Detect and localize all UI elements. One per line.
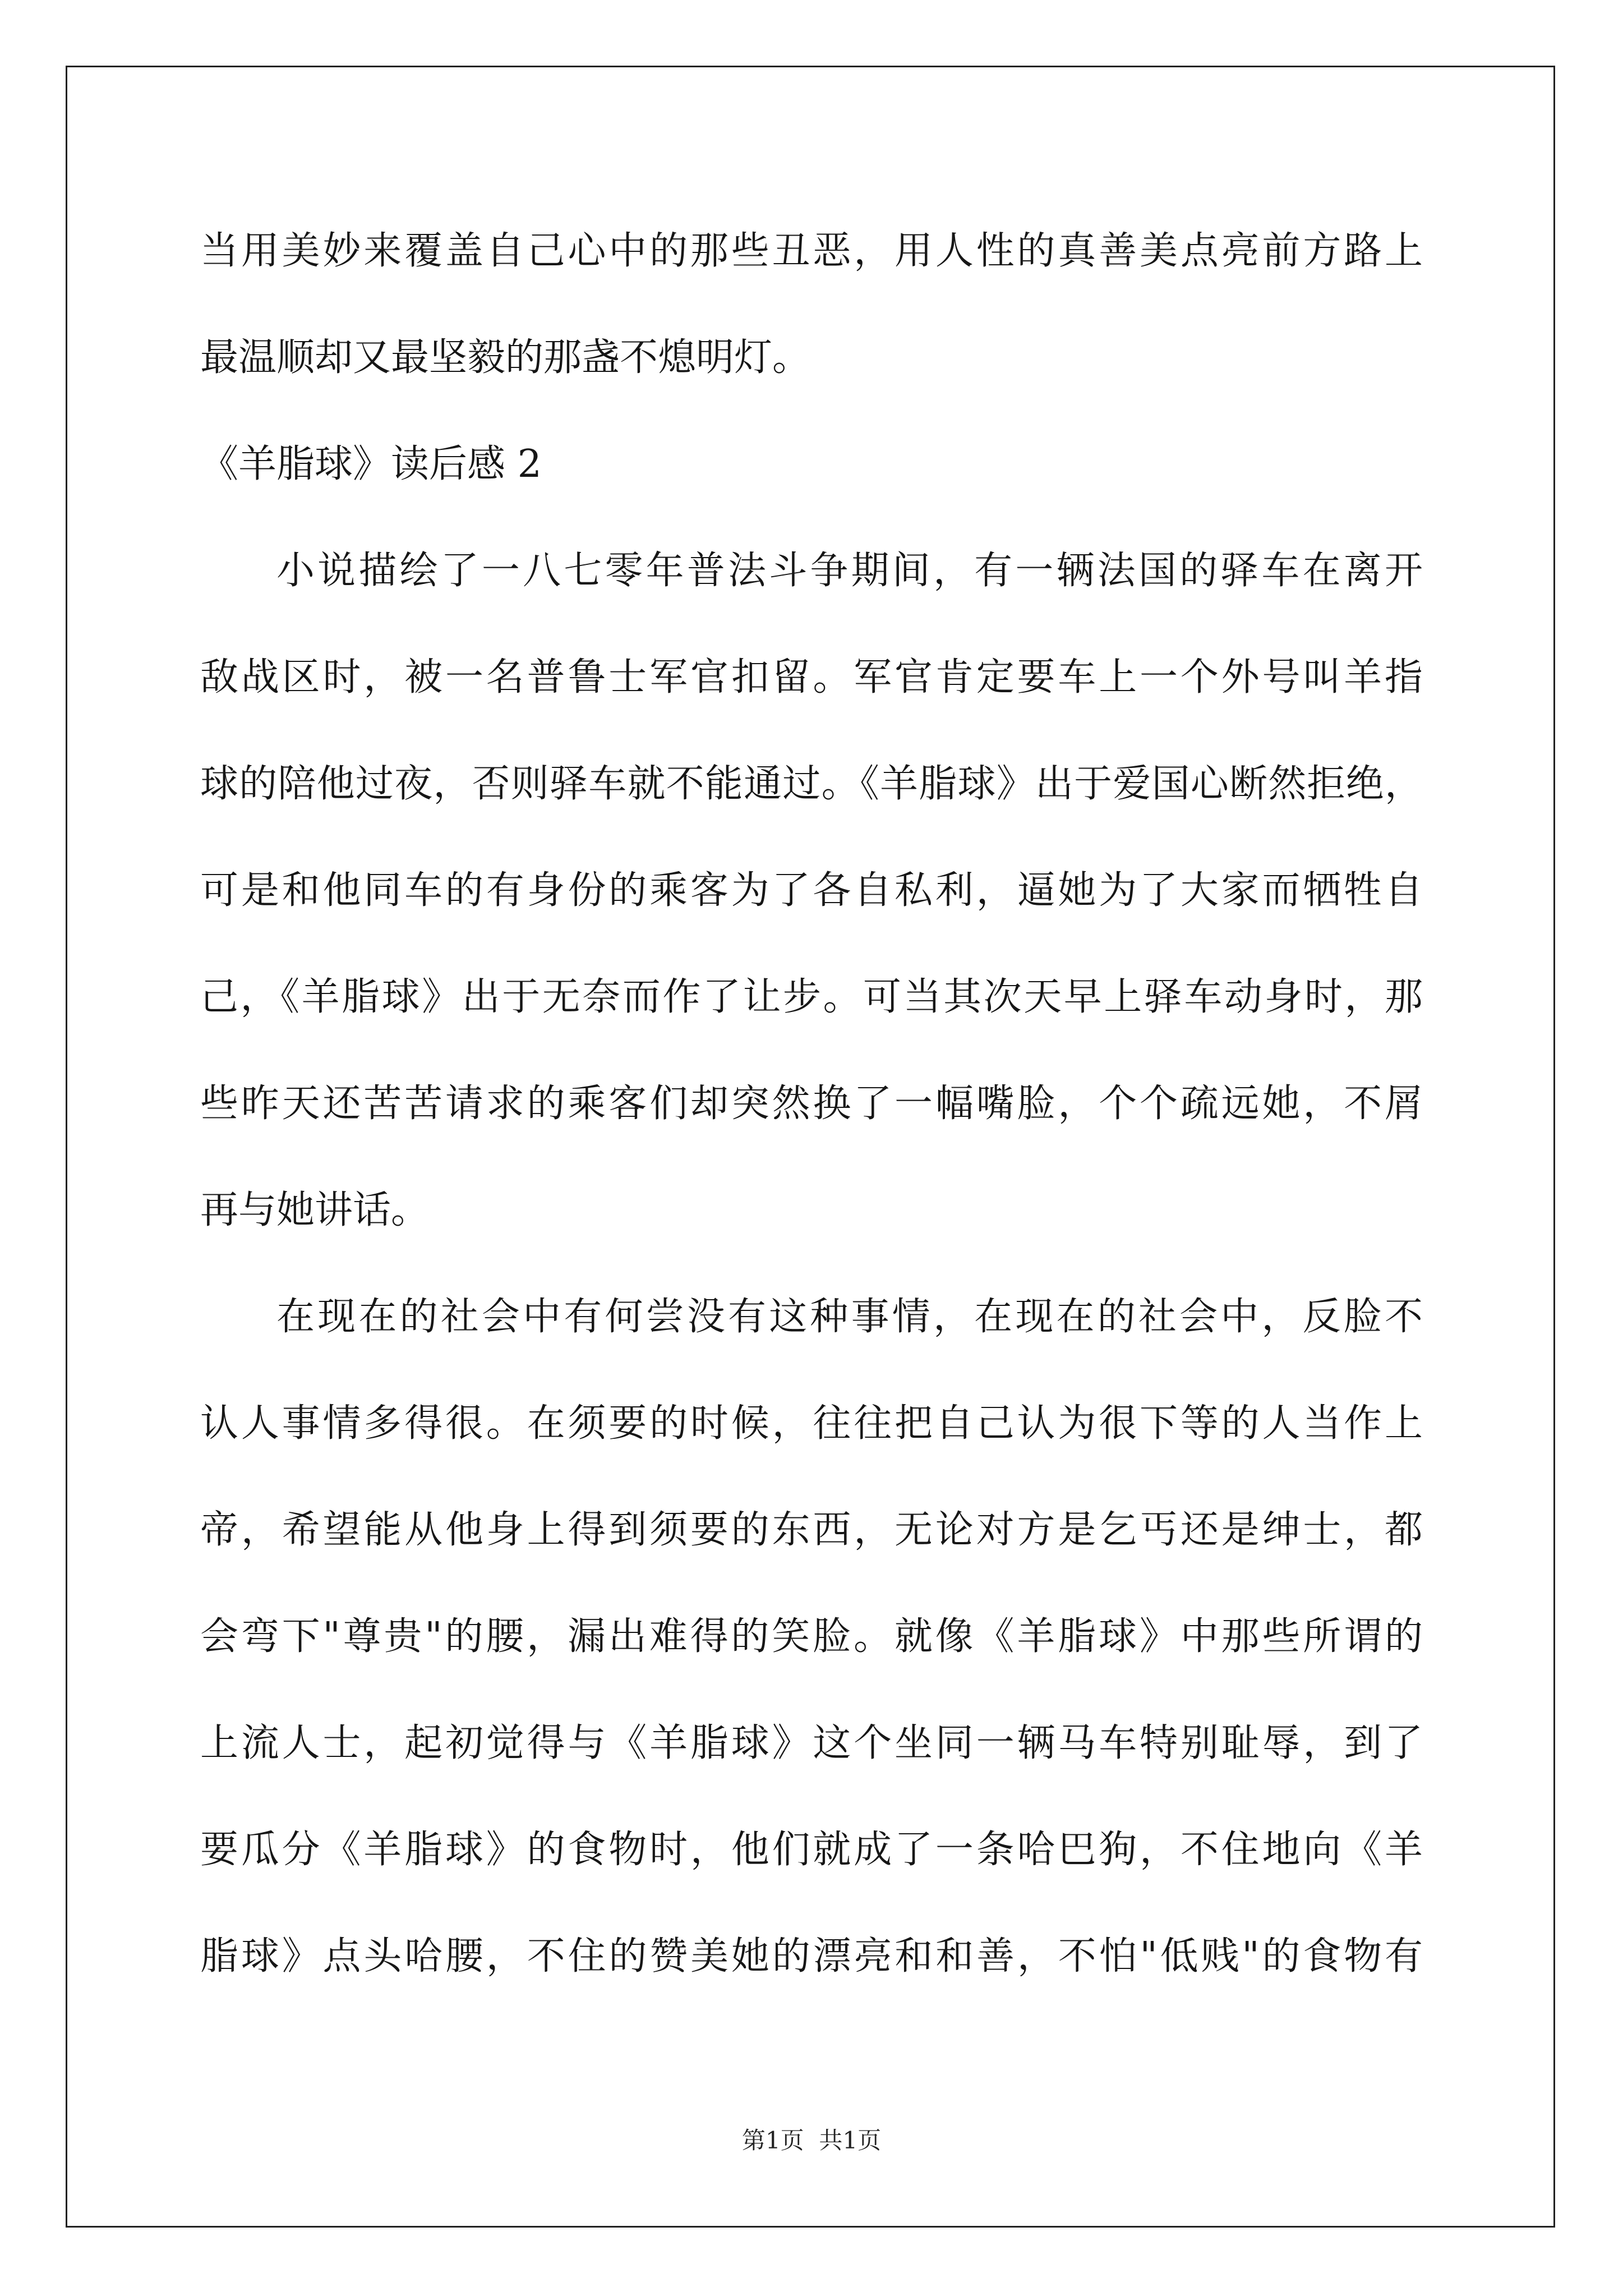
body-line: 敌战区时，被一名普鲁士军官扣留。军官肯定要车上一个外号叫羊指 bbox=[200, 655, 1423, 700]
document-body bbox=[200, 198, 1423, 2010]
body-line: 认人事情多得很。在须要的时候，往往把自己认为很下等的人当作上 bbox=[200, 1401, 1423, 1446]
body-line: 最温顺却又最坚毅的那盏不熄明灯。 bbox=[200, 335, 811, 380]
paragraph-first-line: 小说描绘了一八七零年普法斗争期间，有一辆法国的驿车在离开 bbox=[276, 549, 1423, 593]
page-number-footer: 第1页 共1页 bbox=[741, 2127, 882, 2154]
body-line: 再与她讲话。 bbox=[200, 1188, 430, 1232]
body-line: 些昨天还苦苦请求的乘客们却突然换了一幅嘴脸，个个疏远她，不屑 bbox=[200, 1082, 1423, 1126]
body-line: 球的陪他过夜，否则驿车就不能通过。《羊脂球》出于爱国心断然拒绝， bbox=[200, 762, 1423, 806]
body-line: 己，《羊脂球》出于无奈而作了让步。可当其次天早上驿车动身时，那 bbox=[200, 975, 1423, 1019]
body-line: 可是和他同车的有身份的乘客为了各自私利，逼她为了大家而牺牲自 bbox=[200, 868, 1423, 913]
body-line: 要瓜分《羊脂球》的食物时，他们就成了一条哈巴狗，不住地向《羊 bbox=[200, 1828, 1423, 1872]
body-line: 当用美妙来覆盖自己心中的那些丑恶，用人性的真善美点亮前方路上 bbox=[200, 229, 1423, 273]
paragraph-first-line: 在现在的社会中有何尝没有这种事情，在现在的社会中，反脸不 bbox=[276, 1295, 1423, 1339]
body-line: 帝，希望能从他身上得到须要的东西，无论对方是乞丐还是绅士，都 bbox=[200, 1508, 1423, 1552]
section-heading: 《羊脂球》读后感 2 bbox=[200, 442, 542, 486]
body-line: 上流人士，起初觉得与《羊脂球》这个坐同一辆马车特别耻辱，到了 bbox=[200, 1721, 1423, 1765]
body-line: 会弯下"尊贵"的腰，漏出难得的笑脸。就像《羊脂球》中那些所谓的 bbox=[200, 1614, 1423, 1659]
body-line: 脂球》点头哈腰，不住的赞美她的漂亮和和善，不怕"低贱"的食物有 bbox=[200, 1934, 1423, 1978]
